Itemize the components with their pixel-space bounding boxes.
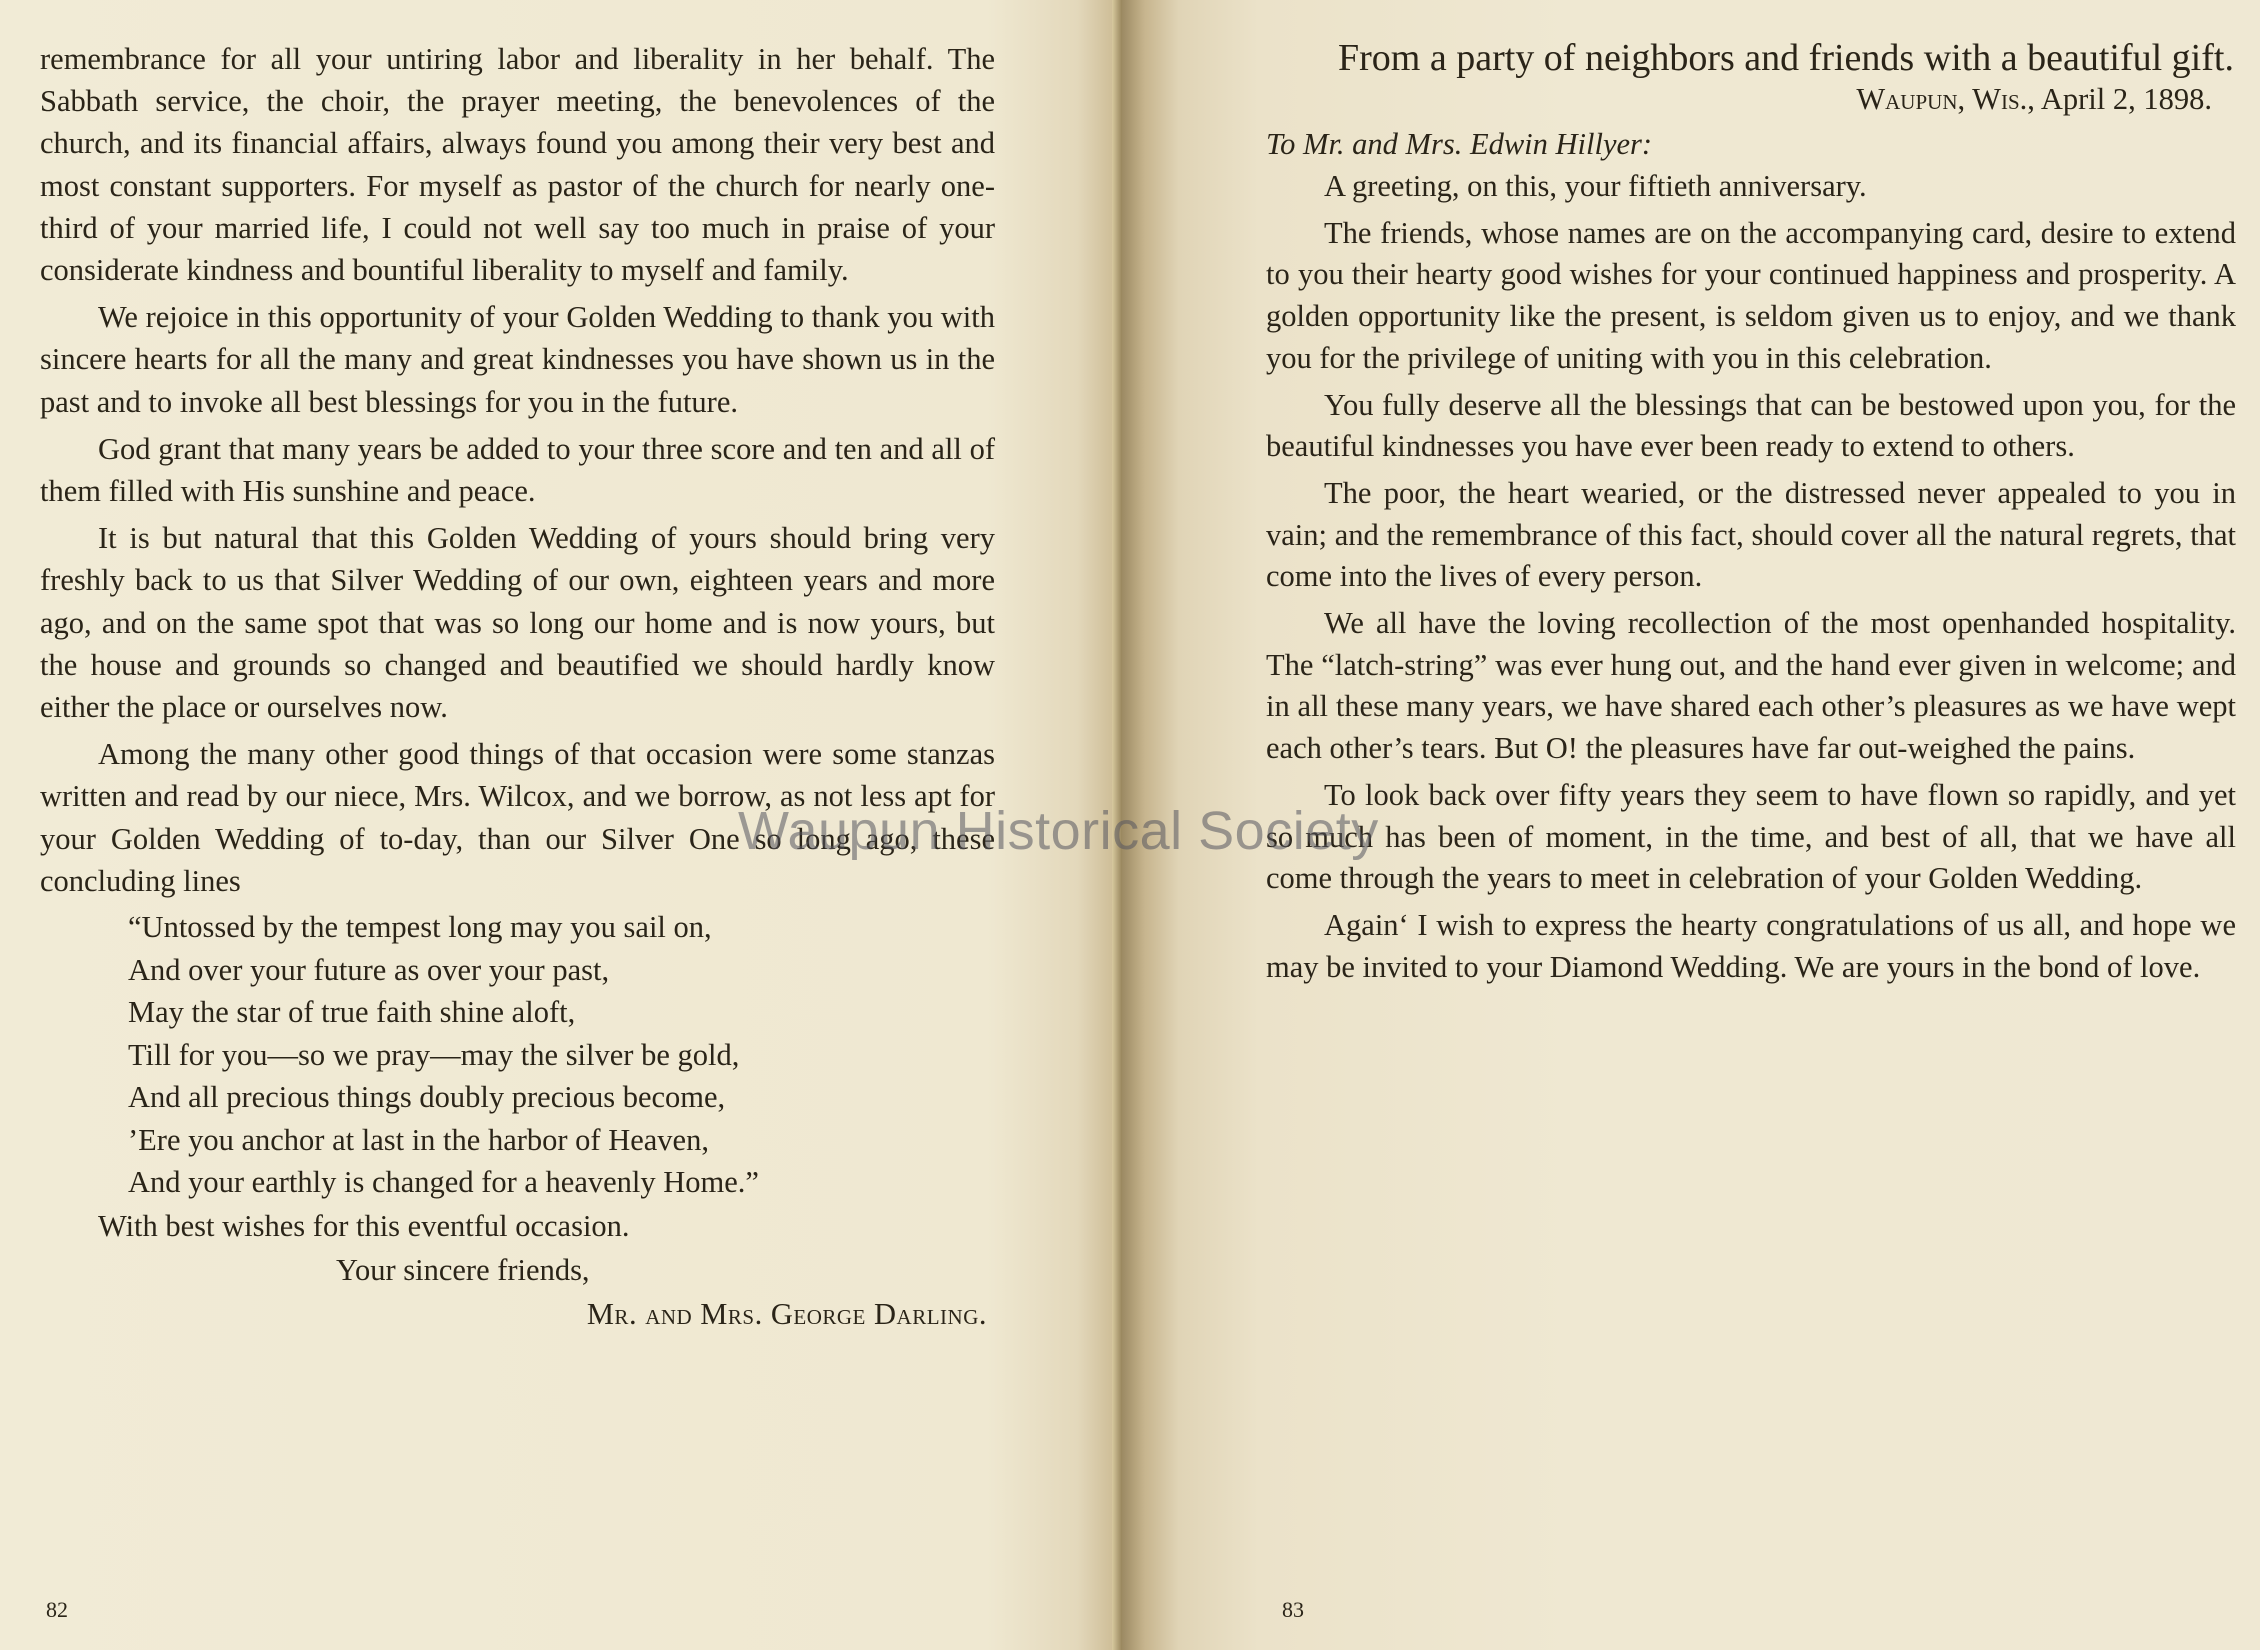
poem-line: ’Ere you anchor at last in the harbor of Heaven, [128, 1122, 709, 1157]
right-paragraph-6: To look back over fifty years they seem to have flown so rapidly, and yet so much has been of moment, in the time, and best of all, that we have all come through the years to meet in celebration of your Golden Wedding. [1266, 777, 2236, 896]
page-number-left: 82 [46, 1597, 68, 1622]
poem-line: And over your future as over your past, [128, 952, 610, 987]
left-paragraph-5: Among the many other good things of that occasion were some stanzas written and read by our niece, Mrs. Wilcox, and we borrow, as not less apt for your Golden Wedding of to-day, than our Silver One so long ago, these concluding lines [40, 737, 995, 898]
dateline [1266, 78, 2236, 120]
section-title [1266, 32, 2236, 84]
letter-closing [40, 1204, 995, 1336]
closing-signature: Mr. and Mrs. George Darling. [586, 1296, 987, 1331]
right-paragraph-1: A greeting, on this, your fiftieth anniversary. [1324, 169, 1867, 203]
right-paragraph-3: You fully deserve all the blessings that can be bestowed upon you, for the beautiful kindnesses you have ever been ready to extend to others. [1266, 387, 2236, 464]
right-paragraph-4: The poor, the heart wearied, or the distressed never appealed to you in vain; and the remembrance of this fact, should cover all the natural regrets, that come into the lives of every person. [1266, 475, 2236, 594]
poem-line: And all precious things doubly precious become, [128, 1080, 726, 1115]
poem-line: “Untossed by the tempest long may you sail on, [128, 910, 712, 945]
right-paragraph-7: Again‘ I wish to express the hearty congratulations of us all, and hope we may be invited to your Diamond Wedding. We are yours in the bond of love. [1266, 907, 2236, 984]
section-title-text: From a party of neighbors and friends with a beautiful gift. [1338, 37, 2234, 79]
poem-line: Till for you—so we pray—may the silver be gold, [128, 1037, 740, 1072]
left-paragraph-1: remembrance for all your untiring labor and liberality in her behalf. The Sabbath service, the choir, the prayer meeting, the benevolences of the church, and its financial affairs, always found you among their very best and most constant supporters. For myself as pastor of the church for nearly one-third of your married life, I could not well say too much in praise of your considerate kindness and bountiful liberality to myself and family. [40, 42, 995, 288]
left-paragraph-4: It is but natural that this Golden Wedding of yours should bring very freshly back to us that Silver Wedding of our own, eighteen years and more ago, and on the same spot that was so long our home and is now yours, but the house and grounds so changed and beautified we should hardly know either the place or ourselves now. [40, 521, 995, 725]
right-paragraph-2: The friends, whose names are on the accompanying card, desire to extend to you their hearty good wishes for your continued happiness and prosperity. A golden opportunity like the present, is seldom given us to enjoy, and we thank you for the privilege of uniting with you in this celebration. [1266, 215, 2236, 375]
salutation: To Mr. and Mrs. Edwin Hillyer: [1266, 127, 1653, 161]
closing-wishes: With best wishes for this eventful occasion. [98, 1208, 630, 1243]
poem-line: And your earthly is changed for a heavenly Home.” [128, 1165, 759, 1200]
left-page-text [40, 38, 995, 1336]
poem-stanza [128, 906, 995, 1204]
dateline-place: Waupun, Wis., [1856, 82, 2035, 116]
closing-sign-off: Your sincere friends, [336, 1252, 590, 1287]
watermark: Waupun Historical Society [738, 801, 1379, 861]
left-paragraph-3: God grant that many years be added to your three score and ten and all of them filled with His sunshine and peace. [40, 431, 995, 509]
left-paragraph-2: We rejoice in this opportunity of your Golden Wedding to thank you with sincere hearts for all the many and great kindnesses you have shown us in the past and to invoke all best blessings for you in the future. [40, 300, 995, 419]
poem-line: May the star of true faith shine aloft, [128, 995, 576, 1030]
page-number-right: 83 [1282, 1597, 1304, 1622]
right-paragraph-5: We all have the loving recollection of the most openhanded hospitality. The “latch-string” was ever hung out, and the hand ever given in welcome; and in all these many years, we have shared each other’s pleasures as we have wept each other’s tears. But O! the pleasures have far out-weighed the pains. [1266, 606, 2236, 766]
dateline-date: April 2, 1898. [2040, 82, 2212, 116]
